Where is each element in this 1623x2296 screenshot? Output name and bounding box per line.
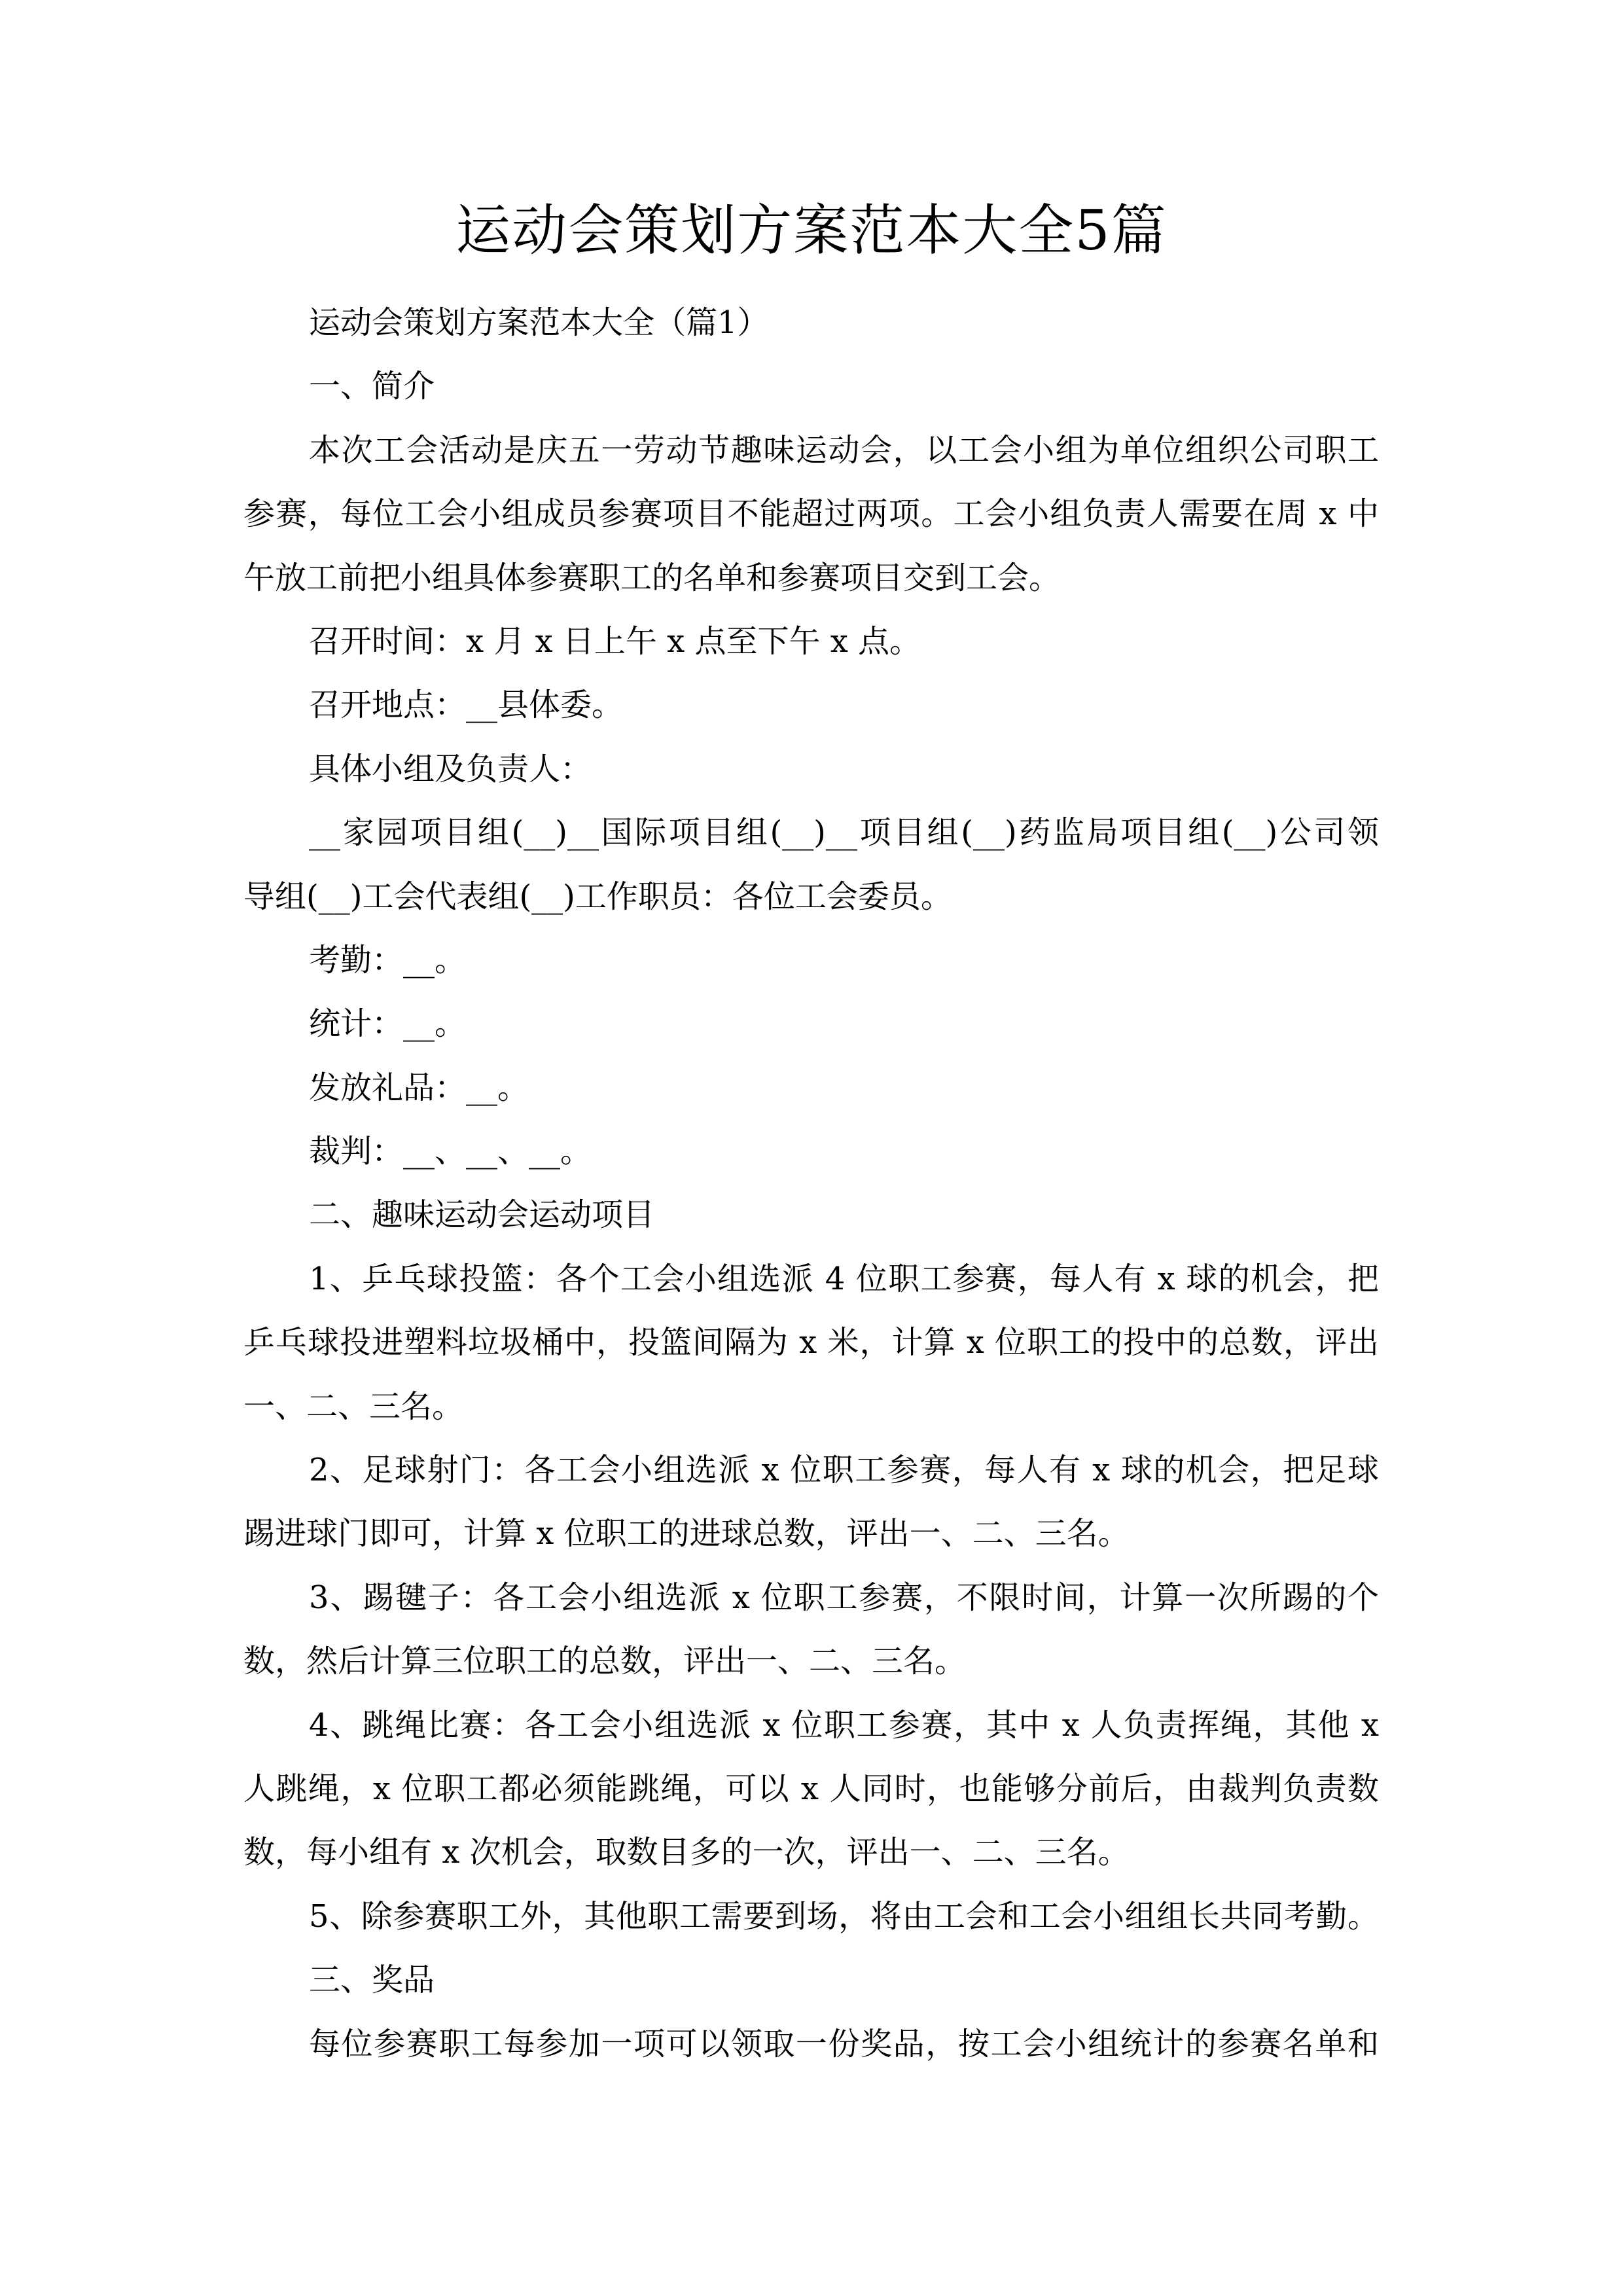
meeting-time: 召开时间：x 月 x 日上午 x 点至下午 x 点。 bbox=[309, 622, 921, 660]
event-jump-rope-line: 4、跳绳比赛：各工会小组选派 x 位职工参赛，其中 x 人负责挥绳，其他 x bbox=[309, 1706, 1379, 1744]
paragraph-line: 参赛，每位工会小组成员参赛项目不能超过两项。工会小组负责人需要在周 x 中 bbox=[243, 495, 1379, 533]
statistics-role: 统计：__。 bbox=[309, 1005, 467, 1043]
event-shuttlecock-line: 3、踢毽子：各工会小组选派 x 位职工参赛，不限时间，计算一次所踢的个 bbox=[309, 1579, 1379, 1616]
event-jump-rope-line: 人跳绳，x 位职工都必须能跳绳，可以 x 人同时，也能够分前后，由裁判负责数 bbox=[243, 1770, 1379, 1807]
referee-role: 裁判：__、__、__。 bbox=[309, 1133, 592, 1170]
heading-introduction: 一、简介 bbox=[309, 368, 435, 405]
groups-line: 导组(__)工会代表组(__)工作职员：各位工会委员。 bbox=[243, 878, 952, 915]
paragraph-line: 午放工前把小组具体参赛职工的名单和参赛项目交到工会。 bbox=[243, 559, 1061, 596]
groups-line: __家园项目组(__)__国际项目组(__)__项目组(__)药监局项目组(__)公司领 bbox=[309, 814, 1379, 852]
heading-events: 二、趣味运动会运动项目 bbox=[309, 1196, 655, 1234]
groups-heading: 具体小组及负责人： bbox=[309, 750, 592, 787]
event-football-line: 踢进球门即可，计算 x 位职工的进球总数，评出一、二、三名。 bbox=[243, 1515, 1130, 1552]
document-title: 运动会策划方案范本大全5篇 bbox=[455, 198, 1168, 262]
meeting-location: 召开地点：__县体委。 bbox=[309, 687, 624, 724]
event-shuttlecock-line: 数，然后计算三位职工的总数，评出一、二、三名。 bbox=[243, 1643, 967, 1680]
event-jump-rope-line: 数，每小组有 x 次机会，取数目多的一次，评出一、二、三名。 bbox=[243, 1834, 1130, 1871]
heading-prizes: 三、奖品 bbox=[309, 1962, 435, 1999]
event-football-line: 2、足球射门：各工会小组选派 x 位职工参赛，每人有 x 球的机会，把足球 bbox=[309, 1452, 1379, 1489]
event-ping-pong-line: 一、二、三名。 bbox=[243, 1388, 464, 1425]
document-body bbox=[243, 291, 1379, 2076]
event-ping-pong-line: 乒乓球投进塑料垃圾桶中，投篮间隔为 x 米，计算 x 位职工的投中的总数，评出 bbox=[243, 1324, 1379, 1361]
event-ping-pong-line: 1、乒乓球投篮：各个工会小组选派 4 位职工参赛，每人有 x 球的机会，把 bbox=[309, 1260, 1379, 1297]
attendance-note: 5、除参赛职工外，其他职工需要到场，将由工会和工会小组组长共同考勤。 bbox=[309, 1897, 1379, 1935]
paragraph-line: 本次工会活动是庆五一劳动节趣味运动会，以工会小组为单位组织公司职工 bbox=[309, 431, 1379, 469]
section-subtitle: 运动会策划方案范本大全（篇1） bbox=[309, 304, 769, 341]
prizes-paragraph-line: 每位参赛职工每参加一项可以领取一份奖品，按工会小组统计的参赛名单和 bbox=[309, 2025, 1379, 2062]
gifts-role: 发放礼品：__。 bbox=[309, 1069, 529, 1106]
attendance-role: 考勤：__。 bbox=[309, 941, 467, 978]
